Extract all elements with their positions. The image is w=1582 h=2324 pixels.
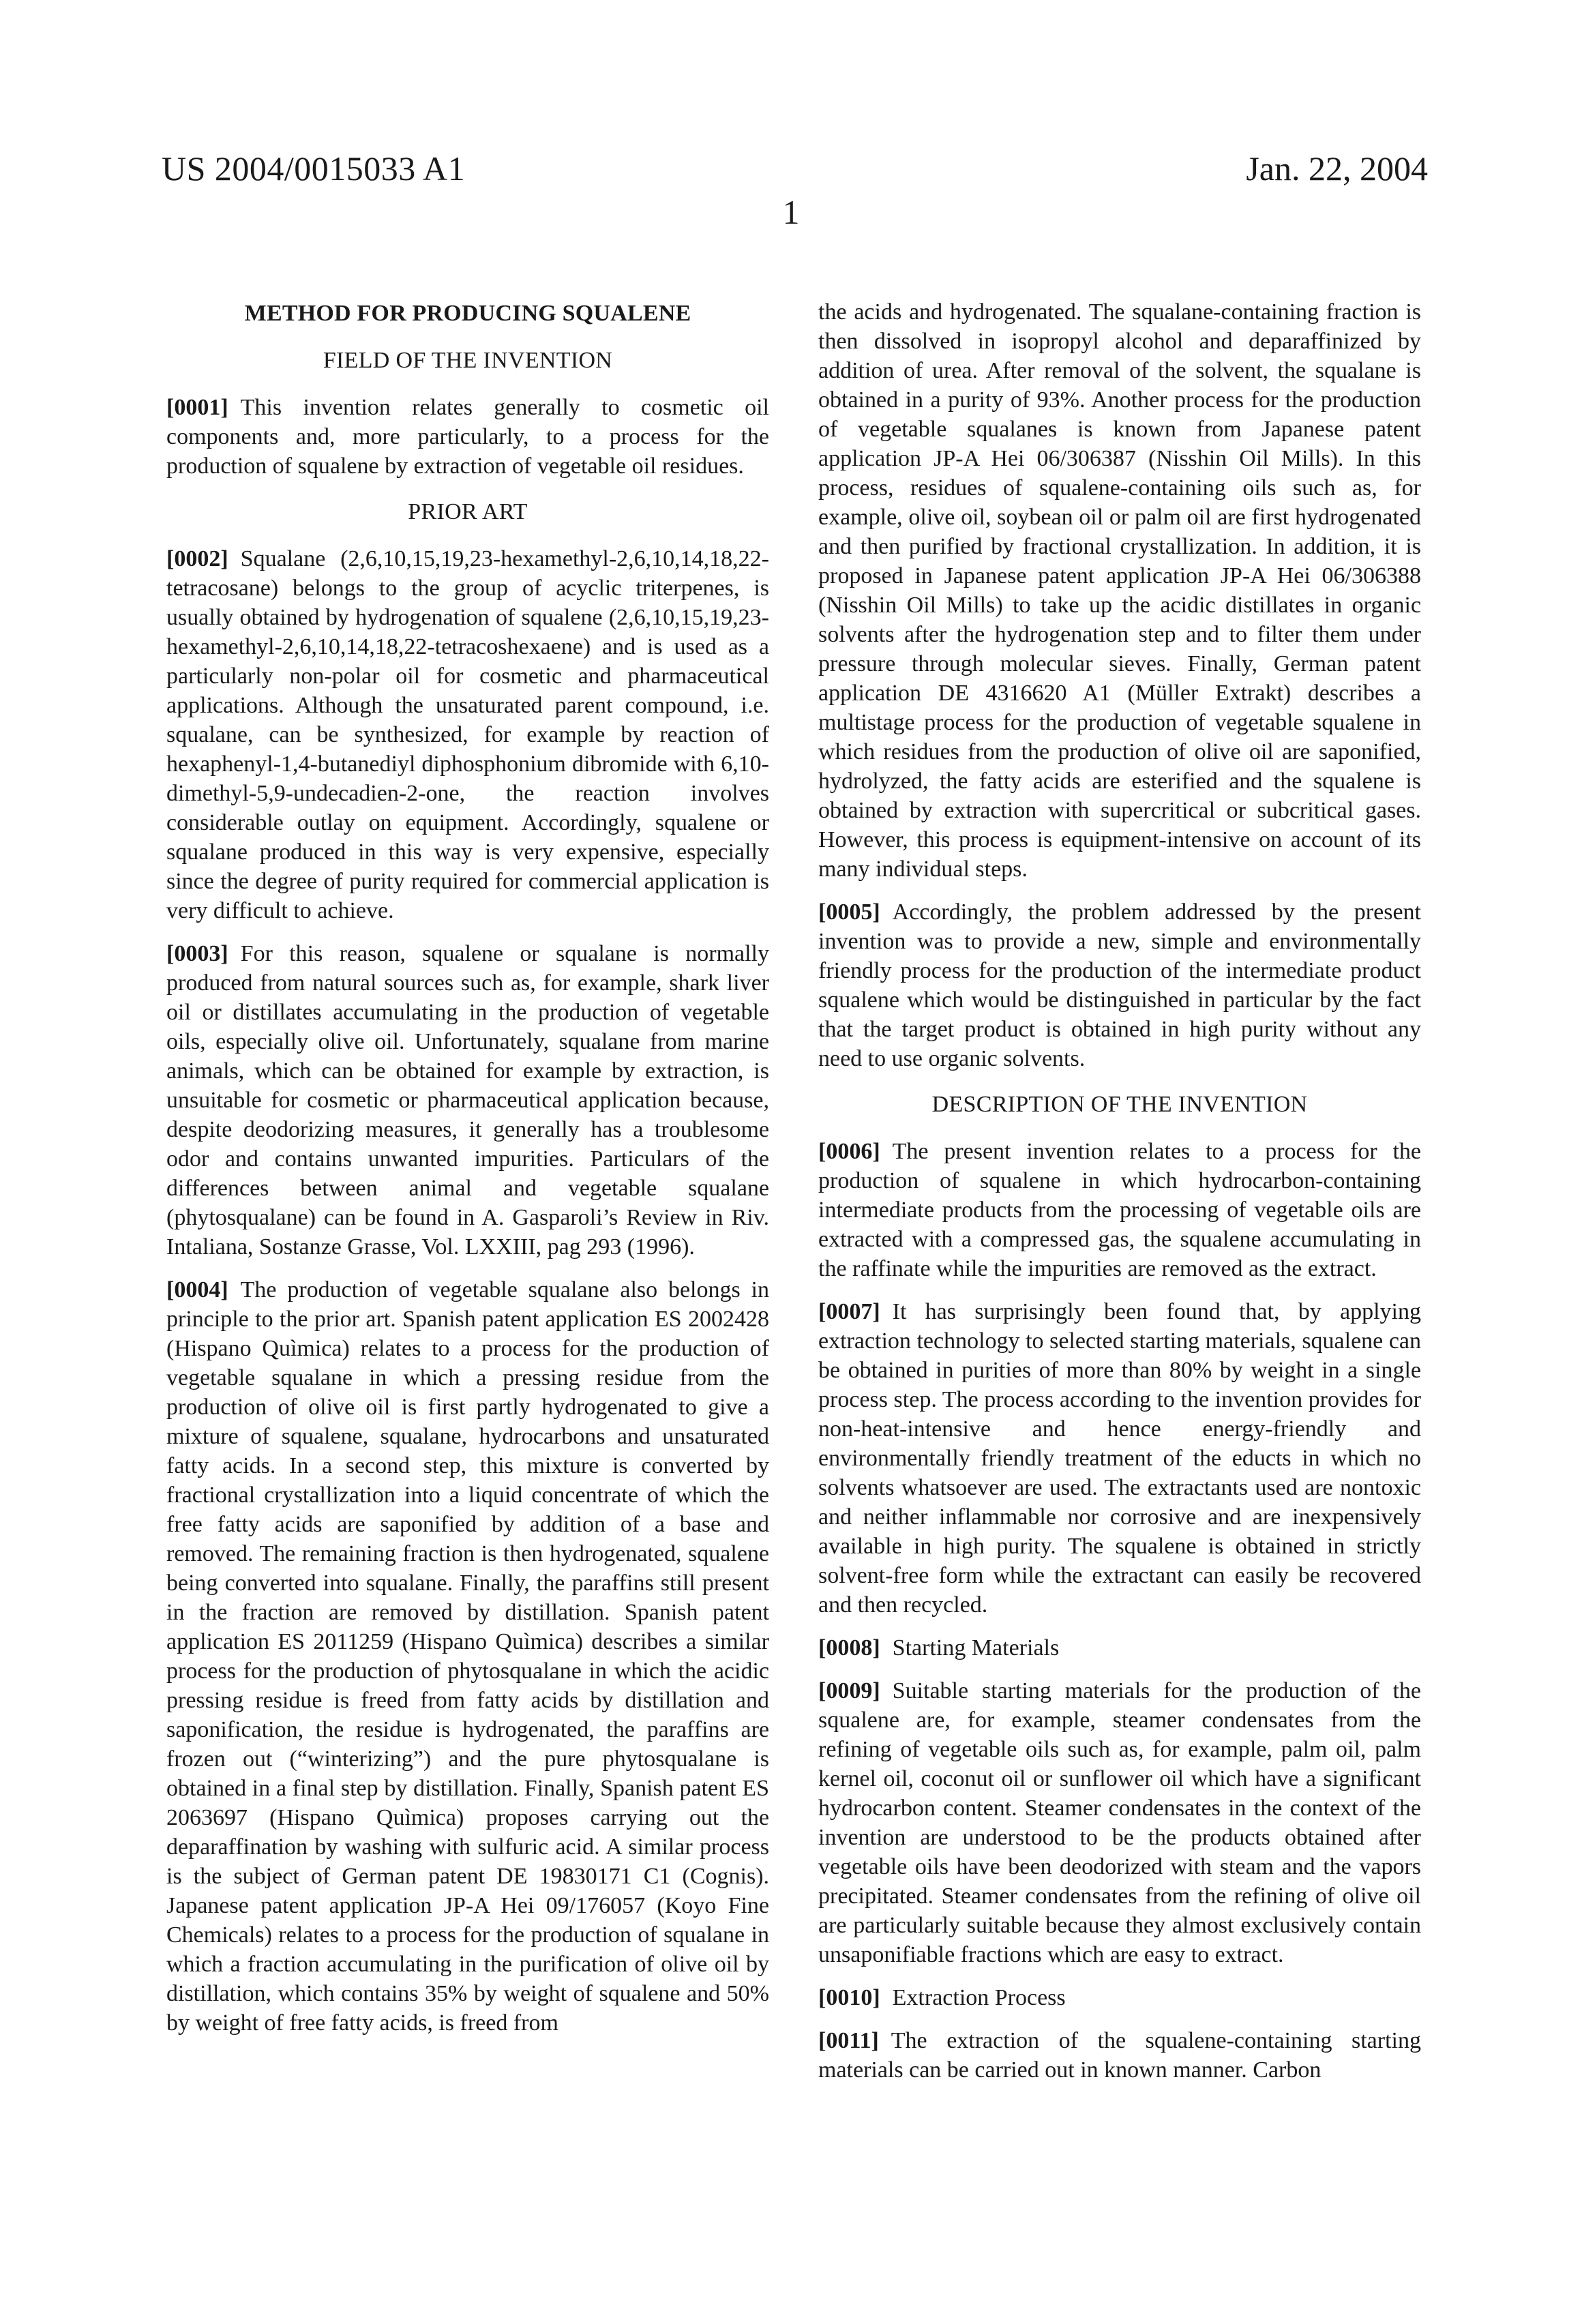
paragraph-0001 [166,393,769,481]
patent-number: US 2004/0015033 A1 [162,149,466,188]
section-heading-prior-art: PRIOR ART [408,499,528,524]
paragraph-0005 [818,897,1421,1073]
page-number: 1 [782,193,800,231]
paragraph-0008 [818,1633,1421,1663]
left-column [166,299,769,2051]
paragraph-number: [0011] [818,2028,879,2053]
paragraph-0007 [818,1297,1421,1620]
paragraph-number: [0004] [166,1277,228,1302]
paragraph-number: [0001] [166,395,228,420]
paragraph-text: This invention relates generally to cosmetic oil components and, more particularly, to a process for the production of squalene by extraction of vegetable oil residues. [166,395,769,479]
subheading-extraction-process: Extraction Process [892,1985,1066,2010]
paragraph-0009 [818,1676,1421,1969]
paragraph-0004 [166,1275,769,2038]
section-heading-description: DESCRIPTION OF THE INVENTION [931,1092,1308,1117]
paragraph-text: It has surprisingly been found that, by applying extraction technology to selected starting materials, squalene can be obtained in purities of more than 80% by weight in a single process step. The process according to the invention provides for non-heat-intensive and hence energy-friendly and environmentally friendly treatment of the educts in which no solvents whatsoever are used. The extractants used are nontoxic and neither inflammable nor corrosive and are inexpensively available in high purity. The squalene is obtained in strictly solvent-free form while the extractant can easily be recovered and then recycled. [818,1299,1421,1618]
paragraph-text: The extraction of the squalene-containing starting materials can be carried out in known manner. Carbon [818,2028,1421,2083]
paragraph-number: [0006] [818,1139,880,1164]
paragraph-text: Squalane (2,6,10,15,19,23-hexamethyl-2,6,10,14,18,22-tetracosane) belongs to the group of acyclic triterpenes, is usually obtained by hydrogenation of squalene (2,6,10,15,19,23-hexamethyl-2,6,10,14,18,22-tetracoshexaene) and is used as a particularly non-polar oil for cosmetic and pharmaceutical applications. Although the unsaturated parent compound, i.e. squalane, can be synthesized, for example by reaction of hexaphenyl-1,4-butanediyl diphosphonium dibromide with 6,10-dimethyl-5,9-undecadien-2-one, the reaction involves considerable outlay on equipment. Accordingly, squalene or squalane produced in this way is very expensive, especially since the degree of purity required for commercial application is very difficult to achieve. [166,546,769,923]
section-heading-field: FIELD OF THE INVENTION [323,348,613,373]
paragraph-text: Suitable starting materials for the production of the squalene are, for example, steamer condensates from the refining of vegetable oils such as, for example, palm oil, palm kernel oil, coconut oil or sunflower oil which have a significant hydrocarbon content. Steamer condensates in the context of the invention are understood to be the products obtained after vegetable oils have been deodorized with steam and the vapors precipitated. Steamer condensates from the refining of olive oil are particularly suitable because they almost exclusively contain unsaponifiable fractions which are easy to extract. [818,1678,1421,1967]
paragraph-number: [0009] [818,1678,880,1703]
paragraph-number: [0008] [818,1635,880,1660]
paragraph-text: The present invention relates to a process for the production of squalene in which hydrocarbon-containing intermediate products from the processing of vegetable oils are extracted with a compressed gas, the squalene accumulating in the raffinate while the impurities are removed as the extract. [818,1139,1421,1281]
paragraph-number: [0002] [166,546,228,571]
paragraph-0004-continued: the acids and hydrogenated. The squalane-containing fraction is then dissolved in isopropyl alcohol and deparaffinized by addition of urea. After removal of the solvent, the squalane is obtained in a purity of 93%. Another process for the production of vegetable squalanes is known from Japanese patent application JP-A Hei 06/306387 (Nisshin Oil Mills). In this process, residues of squalene-containing oils such as, for example, olive oil, soybean oil or palm oil are first hydrogenated and then purified by fractional crystallization. In addition, it is proposed in Japanese patent application JP-A Hei 06/306388 (Nisshin Oil Mills) to take up the acidic distillates in organic solvents after the hydrogenation step and to filter them under pressure through molecular sieves. Finally, German patent application DE 4316620 A1 (Müller Extrakt) describes a multistage process for the production of vegetable squalene in which residues from the production of olive oil are saponified, hydrolyzed, the fatty acids are esterified and the squalene is obtained by extraction with supercritical or subcritical gases. However, this process is equipment-intensive on account of its many individual steps. [818,299,1421,882]
paragraph-0003 [166,939,769,1262]
paragraph-text: For this reason, squalene or squalane is normally produced from natural sources such as, for example, shark liver oil or distillates accumulating in the production of vegetable oils, especially olive oil. Unfortunately, squalane from marine animals, which can be obtained for example by extraction, is unsuitable for cosmetic or pharmaceutical application because, despite deodorizing measures, it generally has a troublesome odor and contains unwanted impurities. Particulars of the differences between animal and vegetable squalane (phytosqualane) can be found in A. Gasparoli’s Review in Riv. Intaliana, Sostanze Grasse, Vol. LXXIII, pag 293 (1996). [166,941,769,1260]
publication-date: Jan. 22, 2004 [1246,149,1428,188]
paragraph-number: [0010] [818,1985,880,2010]
paragraph-number: [0003] [166,941,228,966]
document-title: METHOD FOR PRODUCING SQUALENE [244,301,691,326]
subheading-starting-materials: Starting Materials [892,1635,1060,1660]
paragraph-0011 [818,2026,1421,2085]
paragraph-number: [0005] [818,899,880,925]
paragraph-text: Accordingly, the problem addressed by the present invention was to provide a new, simple and environmentally friendly process for the production of the intermediate product squalene which would be distinguished in particular by the fact that the target product is obtained in high purity without any need to use organic solvents. [818,899,1421,1071]
paragraph-number: [0007] [818,1299,880,1324]
paragraph-0006 [818,1137,1421,1283]
paragraph-0002 [166,544,769,925]
paragraph-0010 [818,1983,1421,2012]
paragraph-text: The production of vegetable squalane also belongs in principle to the prior art. Spanish patent application ES 2002428 (Hispano Quìmica) relates to a process for the production of vegetable squalane in which a pressing residue from the production of olive oil is first partly hydrogenated to give a mixture of squalene, squalane, hydrocarbons and unsaturated fatty acids. In a second step, this mixture is converted by fractional crystallization into a liquid concentrate of which the free fatty acids are saponified by addition of a base and removed. The remaining fraction is then hydrogenated, squalene being converted into squalane. Finally, the paraffins still present in the fraction are removed by distillation. Spanish patent application ES 2011259 (Hispano Quìmica) describes a similar process for the production of phytosqualane in which the acidic pressing residue is freed from fatty acids by distillation and saponification, the residue is hydrogenated, the paraffins are frozen out (“winterizing”) and the pure phytosqualane is obtained in a final step by distillation. Finally, Spanish patent ES 2063697 (Hispano Quìmica) proposes carrying out the deparaffination by washing with sulfuric acid. A similar process is the subject of German patent DE 19830171 C1 (Cognis). Japanese patent application JP-A Hei 09/176057 (Koyo Fine Chemicals) relates to a process for the production of squalane in which a fraction accumulating in the purification of olive oil by distillation, which contains 35% by weight of squalene and 50% by weight of free fatty acids, is freed from [166,1277,769,2036]
right-column [818,297,1421,2098]
